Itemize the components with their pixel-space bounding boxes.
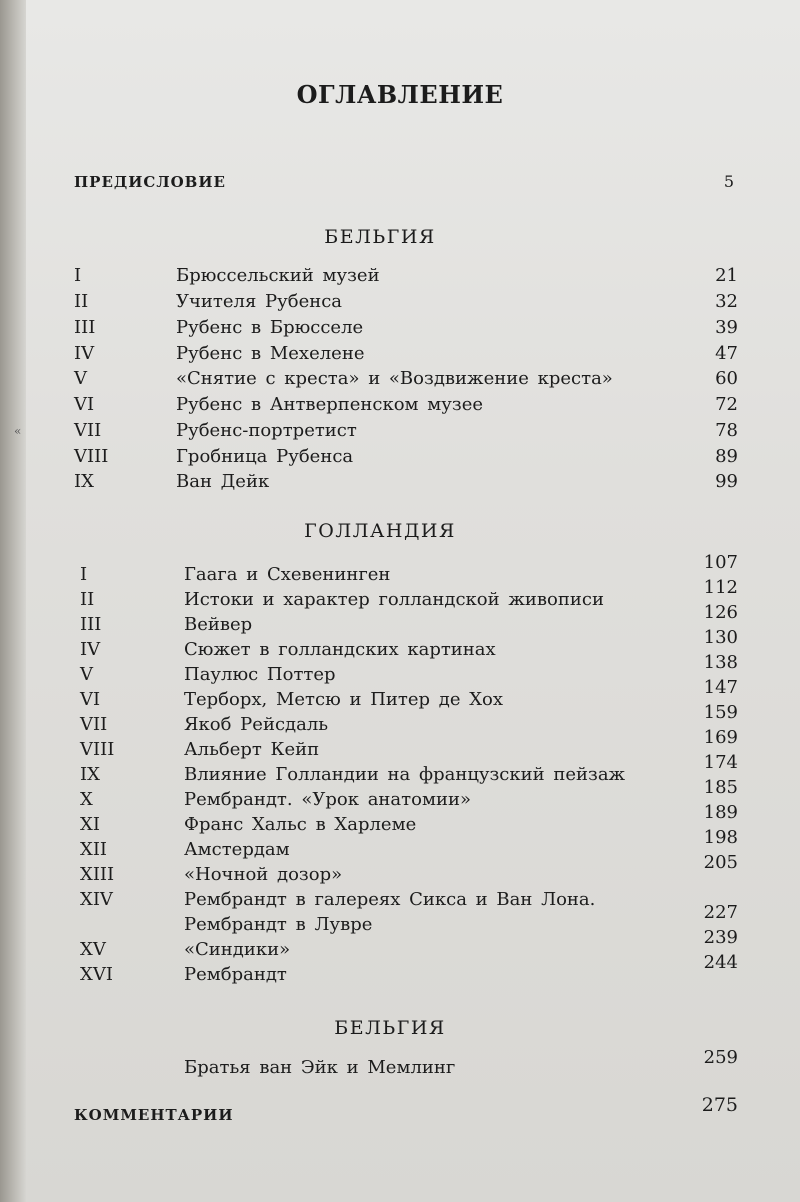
chapter-title: Братья ван Эйк и Мемлинг: [184, 1057, 456, 1078]
page-number: 244: [703, 952, 738, 973]
chapter-number: VI: [80, 689, 101, 710]
chapter-title: Рубенс-портретист: [176, 420, 357, 441]
page-number: 99: [715, 471, 738, 492]
page-number: 138: [703, 652, 738, 673]
chapter-number: III: [74, 317, 96, 338]
chapter-number: IV: [80, 639, 101, 660]
chapter-number: II: [80, 589, 95, 610]
chapter-number: VIII: [74, 446, 109, 467]
chapter-number: XIII: [80, 864, 115, 885]
foreword-page: 5: [723, 172, 734, 191]
chapter-title: «Ночной дозор»: [184, 864, 343, 885]
chapter-title: Рубенс в Мехелене: [176, 343, 365, 364]
chapter-title: Ван Дейк: [176, 471, 270, 492]
page-number: 72: [715, 394, 738, 415]
comments-label: КОММЕНТАРИИ: [74, 1106, 234, 1124]
chapter-number: IV: [74, 343, 95, 364]
chapter-title: Рубенс в Антверпенском музее: [176, 394, 483, 415]
chapter-number: XVI: [80, 964, 113, 985]
page-number: 126: [703, 602, 738, 623]
chapter-title: Рембрандт в Лувре: [184, 914, 373, 935]
page-number: 147: [703, 677, 738, 698]
chapter-number: VIII: [80, 739, 115, 760]
chapter-title: Вейвер: [184, 614, 253, 635]
chapter-title: Истоки и характер голландской живописи: [184, 589, 604, 610]
page-number: 189: [703, 802, 738, 823]
margin-mark: «: [14, 424, 22, 438]
page-title: ОГЛАВЛЕНИЕ: [296, 80, 504, 109]
section-heading-belgium: БЕЛЬГИЯ: [324, 226, 436, 248]
chapter-number: I: [80, 564, 88, 585]
page-number: 39: [715, 317, 738, 338]
chapter-number: X: [80, 789, 93, 810]
page-number: 89: [715, 446, 738, 467]
page-number: 259: [703, 1047, 738, 1068]
chapter-number: XI: [80, 814, 100, 835]
page-number: 239: [703, 927, 738, 948]
chapter-title: Рембрандт: [184, 964, 287, 985]
section-heading-holland: ГОЛЛАНДИЯ: [304, 520, 456, 542]
chapter-title: Рембрандт. «Урок анатомии»: [184, 789, 471, 810]
page-number: 130: [703, 627, 738, 648]
chapter-title: «Снятие с креста» и «Воздвижение креста»: [176, 368, 613, 389]
chapter-title: «Синдики»: [184, 939, 291, 960]
chapter-number: V: [80, 664, 93, 685]
chapter-title: Сюжет в голландских картинах: [184, 639, 496, 660]
chapter-number: I: [74, 265, 82, 286]
section-heading-belgium-2: БЕЛЬГИЯ: [334, 1017, 446, 1039]
chapter-number: IX: [74, 471, 94, 492]
chapter-number: XV: [80, 939, 106, 960]
chapter-number: II: [74, 291, 89, 312]
page-number: 78: [715, 420, 738, 441]
page-number: 107: [703, 552, 738, 573]
page-number: 47: [715, 343, 738, 364]
page-number: 32: [715, 291, 738, 312]
chapter-title: Рубенс в Брюсселе: [176, 317, 364, 338]
page-number: 174: [703, 752, 738, 773]
chapter-title: Брюссельский музей: [176, 265, 380, 286]
chapter-number: IX: [80, 764, 100, 785]
chapter-number: VI: [74, 394, 95, 415]
chapter-number: V: [74, 368, 87, 389]
chapter-title: Учителя Рубенса: [176, 291, 343, 312]
chapter-number: VII: [74, 420, 102, 441]
chapter-number: XIV: [80, 889, 113, 910]
chapter-title: Амстердам: [184, 839, 290, 860]
chapter-number: XII: [80, 839, 108, 860]
chapter-title: Рембрандт в галереях Сикса и Ван Лона.: [184, 889, 596, 910]
page-number: 159: [703, 702, 738, 723]
page-number: 21: [715, 265, 738, 286]
page-number: 198: [703, 827, 738, 848]
chapter-title: Паулюс Поттер: [184, 664, 336, 685]
page-number: 227: [703, 902, 738, 923]
chapter-title: Франс Хальс в Харлеме: [184, 814, 417, 835]
page-number: 169: [703, 727, 738, 748]
chapter-title: Альберт Кейп: [184, 739, 320, 760]
chapter-title: Влияние Голландии на французский пейзаж: [184, 764, 626, 785]
chapter-title: Гробница Рубенса: [176, 446, 354, 467]
chapter-number: III: [80, 614, 102, 635]
comments-page: 275: [701, 1094, 738, 1116]
chapter-title: Гаага и Схевенинген: [184, 564, 391, 585]
chapter-title: Терборх, Метсю и Питер де Хох: [184, 689, 504, 710]
page-number: 185: [703, 777, 738, 798]
foreword-label: ПРЕДИСЛОВИЕ: [74, 173, 226, 191]
chapter-title: Якоб Рейсдаль: [184, 714, 329, 735]
page-number: 112: [703, 577, 738, 598]
page-number: 60: [715, 368, 738, 389]
page-number: 205: [703, 852, 738, 873]
chapter-number: VII: [80, 714, 108, 735]
